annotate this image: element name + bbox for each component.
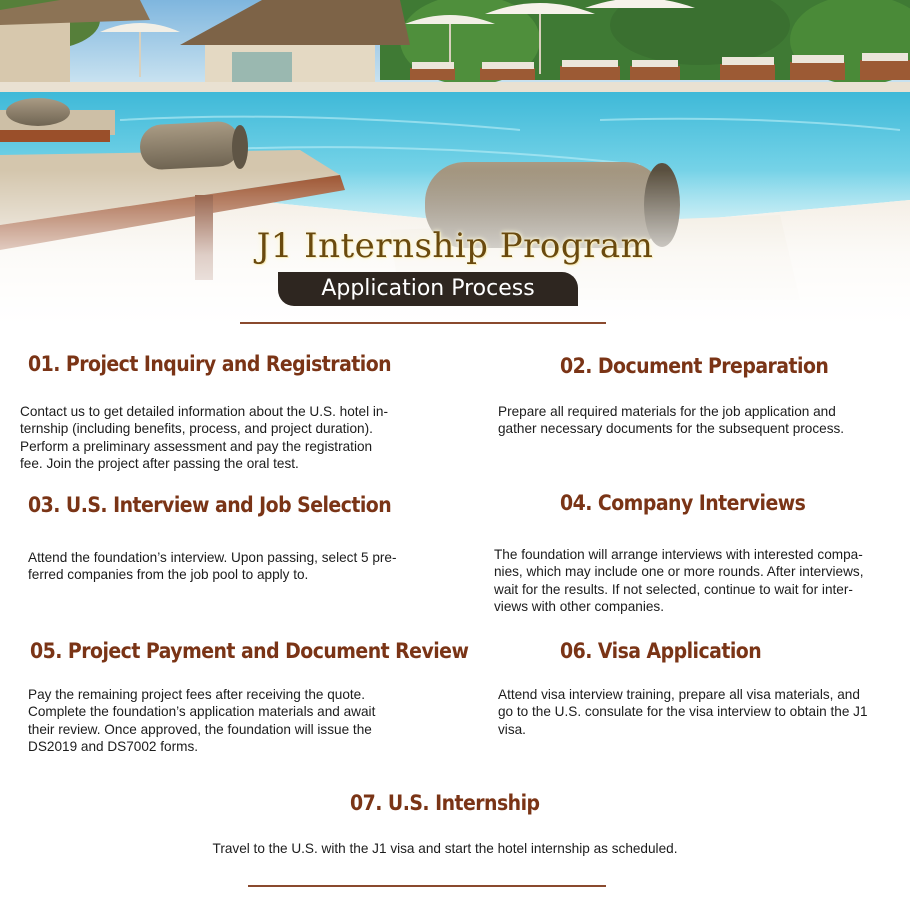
step-05-line: DS2019 and DS7002 forms. bbox=[28, 739, 199, 755]
step-05-line: Complete the foundation’s application materials and await bbox=[28, 704, 376, 720]
step-06-description bbox=[498, 686, 898, 738]
top-divider bbox=[240, 322, 606, 324]
step-05-line: Pay the remaining project fees after receiving the quote. bbox=[28, 687, 366, 702]
step-05-description bbox=[28, 686, 448, 756]
step-07-line: Travel to the U.S. with the J1 visa and start the hotel internship as scheduled. bbox=[212, 841, 678, 856]
step-06-line: Attend visa interview training, prepare all visa materials, and bbox=[498, 687, 860, 702]
step-05-line: their review. Once approved, the foundation will issue the bbox=[28, 721, 372, 737]
step-03-description bbox=[28, 549, 448, 584]
step-03-title: 03. U.S. Interview and Job Selection bbox=[28, 493, 392, 517]
step-06-title: 06. Visa Application bbox=[560, 639, 762, 663]
hero-banner bbox=[0, 0, 910, 325]
step-04-line: views with other companies. bbox=[494, 599, 664, 615]
step-01-line: fee. Join the project after passing the oral test. bbox=[20, 456, 299, 472]
step-05-title: 05. Project Payment and Document Review bbox=[30, 639, 469, 663]
step-01-line: ternship (including benefits, process, and project duration). bbox=[20, 421, 373, 437]
step-06-line: go to the U.S. consulate for the visa interview to obtain the J1 bbox=[498, 704, 868, 720]
program-title: J1 Internship Program bbox=[256, 226, 654, 266]
step-06-line: visa. bbox=[498, 721, 526, 737]
step-07-title: 07. U.S. Internship bbox=[350, 791, 540, 815]
step-04-title: 04. Company Interviews bbox=[560, 491, 806, 515]
step-02-line: gather necessary documents for the subsequent process. bbox=[498, 421, 845, 437]
step-03-line: Attend the foundation’s interview. Upon passing, select 5 pre- bbox=[28, 550, 397, 565]
bottom-divider bbox=[248, 885, 606, 887]
step-04-description bbox=[494, 546, 899, 616]
step-04-line: The foundation will arrange interviews with interested compa- bbox=[494, 547, 863, 562]
step-01-title: 01. Project Inquiry and Registration bbox=[28, 352, 392, 376]
step-02-line: Prepare all required materials for the job application and bbox=[498, 404, 836, 419]
step-04-line: wait for the results. If not selected, continue to wait for inter- bbox=[494, 581, 853, 597]
application-process-badge: Application Process bbox=[278, 272, 578, 306]
step-02-description bbox=[498, 403, 898, 438]
step-01-description bbox=[20, 403, 440, 473]
step-04-line: nies, which may include one or more rounds. After interviews, bbox=[494, 564, 864, 580]
step-01-line: Perform a preliminary assessment and pay the registration bbox=[20, 438, 373, 454]
step-03-line: ferred companies from the job pool to apply to. bbox=[28, 567, 309, 583]
step-02-title: 02. Document Preparation bbox=[560, 354, 829, 378]
step-07-description bbox=[0, 840, 890, 857]
step-01-line: Contact us to get detailed information about the U.S. hotel in- bbox=[20, 404, 389, 419]
